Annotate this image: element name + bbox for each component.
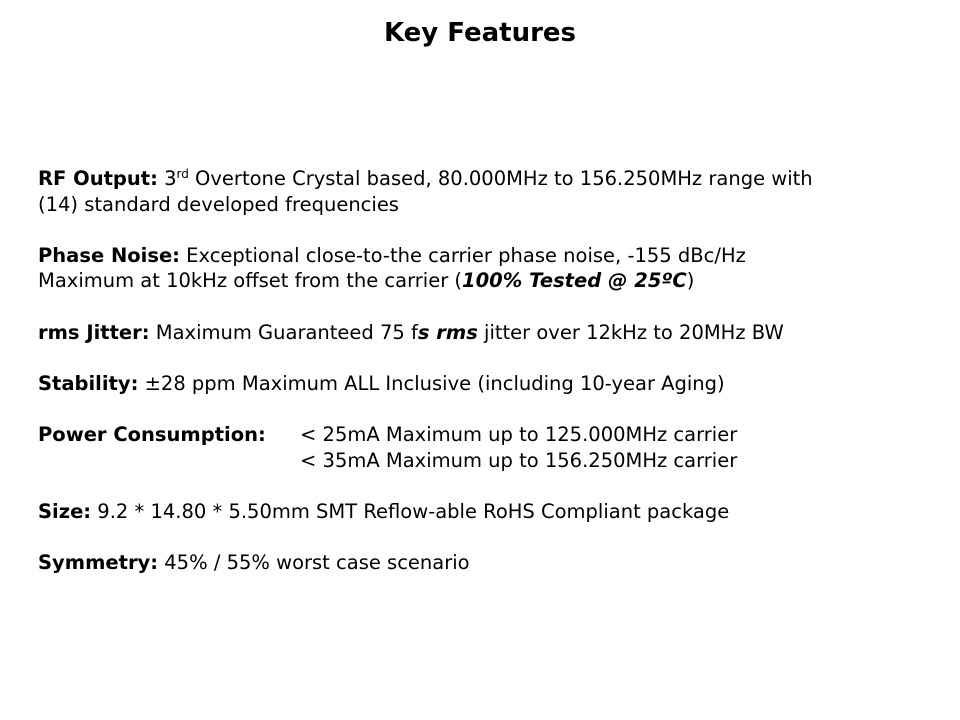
rms-jitter-text-pre: Maximum Guaranteed 75 f bbox=[149, 320, 418, 344]
stability-label: Stability: bbox=[38, 371, 139, 395]
phase-noise-description: Exceptional close-to-the carrier phase noise, -155 dBc/Hz bbox=[179, 243, 746, 267]
symmetry-label: Symmetry: bbox=[38, 550, 159, 574]
size-description: 9.2 * 14.80 * 5.50mm SMT Reflow-able RoHS Compliant package bbox=[91, 499, 730, 523]
slide-title: Key Features bbox=[383, 18, 577, 48]
power-consumption-line-1: < 25mA Maximum up to 125.000MHz carrier bbox=[300, 422, 738, 446]
feature-phase-noise bbox=[38, 243, 928, 294]
feature-rms-jitter bbox=[38, 320, 928, 346]
phase-noise-line-1 bbox=[38, 243, 928, 269]
rf-output-label: RF Output: bbox=[38, 167, 158, 190]
rf-output-line-1 bbox=[38, 166, 928, 192]
rms-jitter-emphasis: s rms bbox=[417, 320, 478, 344]
phase-noise-line-2-text: Maximum at 10kHz offset from the carrier ( bbox=[38, 269, 463, 293]
rms-jitter-label: rms Jitter: bbox=[38, 320, 150, 344]
phase-noise-line-2 bbox=[38, 268, 928, 294]
feature-power-consumption bbox=[38, 422, 928, 473]
rf-output-line-2: (14) standard developed frequencies bbox=[38, 192, 399, 216]
phase-noise-label: Phase Noise: bbox=[38, 243, 180, 267]
stability-description: ±28 ppm Maximum ALL Inclusive (including 10-year Aging) bbox=[138, 371, 725, 395]
power-consumption-line-2: < 35mA Maximum up to 156.250MHz carrier bbox=[300, 448, 738, 472]
rf-output-description: Overtone Crystal based, 80.000MHz to 156.250MHz range with bbox=[188, 167, 813, 190]
feature-size bbox=[38, 499, 928, 525]
phase-noise-tested-note: 100% Tested @ 25ºC bbox=[462, 269, 687, 293]
power-consumption-label: Power Consumption: bbox=[38, 422, 266, 446]
feature-stability bbox=[38, 371, 928, 397]
feature-list bbox=[38, 166, 928, 601]
feature-rf-output bbox=[38, 166, 928, 217]
rf-output-overtone-suffix: rd bbox=[176, 167, 189, 181]
size-label: Size: bbox=[38, 499, 92, 523]
rms-jitter-text-post: jitter over 12kHz to 20MHz BW bbox=[477, 320, 784, 344]
phase-noise-close-paren: ) bbox=[686, 269, 695, 293]
symmetry-description: 45% / 55% worst case scenario bbox=[158, 550, 470, 574]
rf-output-overtone-number: 3 bbox=[164, 167, 177, 190]
feature-symmetry bbox=[38, 550, 928, 576]
